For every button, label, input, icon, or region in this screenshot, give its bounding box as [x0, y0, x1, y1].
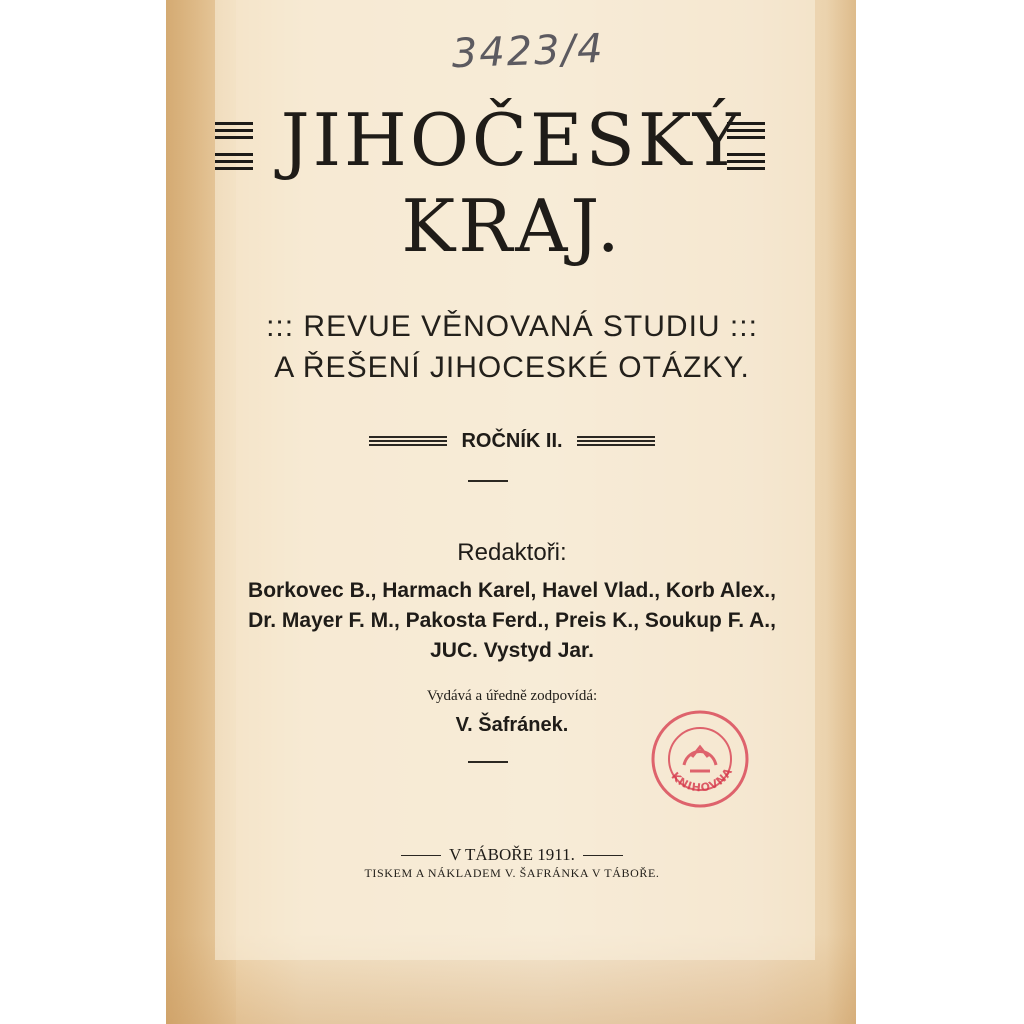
volume-rule-right — [577, 436, 655, 448]
publisher-label: Vydává a úředně zodpovídá: — [426, 688, 598, 704]
imprint-dash-right — [583, 855, 623, 856]
volume-label: ROČNÍK II. — [461, 430, 563, 452]
subtitle-line-1: ::: REVUE VĚNOVANÁ STUDIU ::: — [266, 310, 758, 343]
volume-rule-left — [369, 436, 447, 448]
printer-line: TISKEM A NÁKLADEM V. ŠAFRÁNKA V TÁBOŘE. — [364, 866, 660, 880]
imprint-dash-left — [401, 855, 441, 856]
title-line-1: JIHOČESKÝ — [280, 98, 744, 182]
library-stamp-icon — [648, 707, 752, 811]
stamp-text: KNIHOVNA — [668, 765, 736, 795]
imprint-row — [0, 845, 1024, 865]
editors-line: Borkovec B., Harmach Karel, Havel Vlad., Korb Alex., — [248, 579, 776, 602]
divider-rule-1 — [468, 480, 508, 482]
divider-rule-2 — [468, 761, 508, 763]
volume-row — [0, 430, 1024, 453]
handwritten-shelfmark: 3423/4 — [451, 25, 606, 78]
editors-list — [0, 576, 1024, 666]
editors-line: JUC. Vystyd Jar. — [430, 639, 594, 662]
publisher-name: V. Šafránek. — [455, 714, 569, 736]
editors-line: Dr. Mayer F. M., Pakosta Ferd., Preis K., Soukup F. A., — [248, 609, 776, 632]
title-line-2: KRAJ. — [401, 184, 623, 268]
imprint-place: V TÁBOŘE 1911. — [449, 845, 575, 864]
subtitle-line-2: A ŘEŠENÍ JIHOCESKÉ OTÁZKY. — [274, 351, 750, 384]
editors-heading: Redaktoři: — [457, 539, 567, 566]
